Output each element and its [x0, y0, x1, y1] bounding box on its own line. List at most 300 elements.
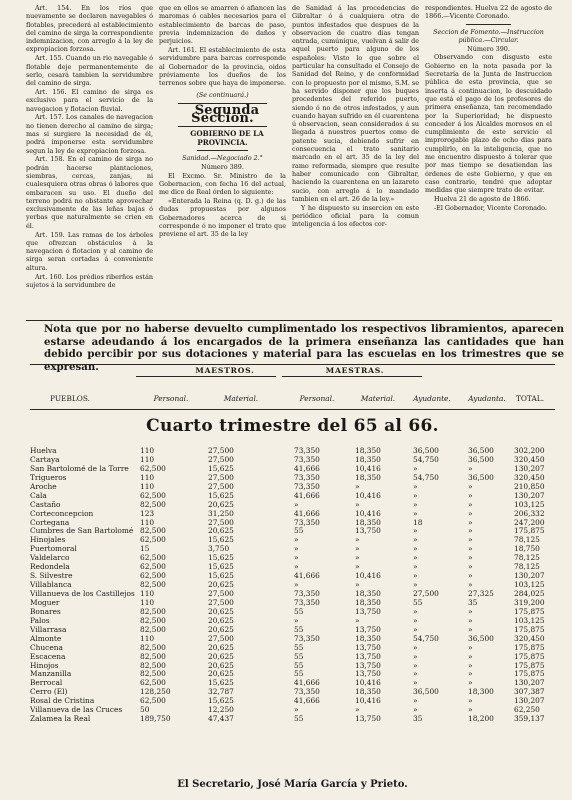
personal-maestras-cell: 73,350: [294, 481, 320, 491]
personal-maestras-cell: 73,350: [294, 687, 320, 697]
closing-line: respondientes. Huelva 22 de agosto de 1866.—Vicente Coronado.: [425, 4, 552, 21]
pueblo-cell: Manzanilla: [30, 669, 72, 679]
material-maestras-cell: 13,750: [355, 669, 381, 679]
total-cell: 175,875: [514, 624, 545, 634]
pueblo-cell: Aroche: [30, 481, 57, 491]
pueblo-cell: Cortegana: [30, 517, 70, 527]
total-cell: 210,850: [514, 481, 545, 491]
material-maestras-cell: »: [355, 615, 360, 625]
col-material-maestras: Material.: [360, 394, 396, 403]
table-row: [30, 589, 555, 598]
ayudanta-cell: »: [468, 651, 473, 661]
personal-maestros-cell: 82,500: [140, 651, 166, 661]
ayudanta-cell: »: [468, 526, 473, 536]
material-maestras-cell: »: [355, 553, 360, 563]
material-maestros-cell: 27,500: [208, 517, 234, 527]
article-158: Art. 158. En el camino de sirga no podrán hacerse plantaciones, siembras, cercas, zanjas, ni cualesquiera otras obras ó labores que embaracen su uso. El dueño del terreno podrá no obstante aprovechar exclusivamente de las leñas bajas ó yerbas que naturalmente se crien en él.: [26, 155, 153, 230]
total-cell: 359,137: [514, 714, 545, 724]
personal-maestros-cell: 62,500: [140, 678, 166, 688]
ayudanta-cell: »: [468, 580, 473, 590]
total-cell: 78,125: [514, 535, 540, 545]
material-maestras-cell: »: [355, 705, 360, 715]
personal-maestros-cell: 50: [140, 705, 150, 715]
ayudante-cell: »: [413, 562, 418, 572]
material-maestras-cell: »: [355, 481, 360, 491]
total-cell: 175,875: [514, 651, 545, 661]
ayudanta-cell: »: [468, 660, 473, 670]
ayudanta-cell: »: [468, 463, 473, 473]
pueblo-cell: Chucena: [30, 642, 63, 652]
material-maestras-cell: 18,350: [355, 633, 381, 643]
pueblo-cell: Castaño: [30, 499, 61, 509]
personal-maestros-cell: 15: [140, 544, 150, 554]
pueblo-cell: Cala: [30, 490, 47, 500]
material-maestros-cell: 31,250: [208, 508, 234, 518]
personal-maestras-cell: »: [294, 705, 299, 715]
ayudante-cell: 36,500: [413, 446, 439, 455]
table-row: [30, 446, 555, 455]
personal-maestros-cell: 82,500: [140, 526, 166, 536]
col-pueblos: PUEBLOS.: [49, 394, 90, 403]
table-row: [30, 598, 555, 607]
table-row: [30, 482, 555, 491]
ministry-paragraph: El Excmo. Sr. Ministro de la Gobernacion, con fecha 16 del actual, me dice de Real órden lo siguiente:: [159, 171, 286, 197]
ayudanta-cell: »: [468, 571, 473, 581]
ayudanta-cell: »: [468, 499, 473, 509]
table-row: [30, 705, 555, 714]
section-rule: [178, 126, 267, 127]
ayudanta-cell: »: [468, 508, 473, 518]
material-maestras-cell: 10,416: [355, 571, 381, 581]
material-maestros-cell: 20,625: [208, 669, 234, 679]
ayudanta-cell: 18,200: [468, 714, 494, 724]
personal-maestras-cell: 55: [294, 642, 304, 652]
personal-maestras-cell: 41,666: [294, 463, 320, 473]
material-maestros-cell: 15,625: [208, 490, 234, 500]
material-maestros-cell: 20,625: [208, 526, 234, 536]
total-cell: 247,200: [514, 517, 545, 527]
pueblo-cell: Escacena: [30, 651, 66, 661]
personal-maestras-cell: 41,666: [294, 696, 320, 706]
total-cell: 320,450: [514, 454, 545, 464]
material-maestros-cell: 20,625: [208, 624, 234, 634]
pueblo-cell: Huelva: [30, 446, 57, 455]
personal-maestros-cell: 110: [140, 597, 155, 607]
personal-maestras-cell: 73,350: [294, 589, 320, 598]
header-rule-bottom: [30, 409, 555, 410]
ayudanta-cell: 36,500: [468, 454, 494, 464]
circular-paragraph: Observando con disgusto este Gobierno en la nota pasada por la Secretaría de la Junta de Instruccion pública de esta provincia, que se inserta á continuacion, lo descuidado que está el pago de los profesores de primera enseñanza, tan recomendado por la Superioridad; he dispuesto conceder á los Alcaldes morosos en el cumplimiento de este servicio el improrogable plazo de ocho dias para cumplirlo, en la inteligencia, que no me encuentro dispuesto á tolerar que por mas tiempo se desatiendan las órdenes de este Gobierno, y que en caso contrario, tendré que adoptar medidas que siempre trato de evitar.: [425, 53, 552, 195]
col-material-maestros: Material.: [223, 394, 259, 403]
total-cell: 175,875: [514, 669, 545, 679]
table-row: [30, 661, 555, 670]
total-cell: 103,125: [514, 580, 545, 590]
table-row: [30, 687, 555, 696]
personal-maestros-cell: 110: [140, 472, 155, 482]
personal-maestras-cell: »: [294, 499, 299, 509]
ayudanta-cell: »: [468, 490, 473, 500]
group-maestros: MAESTROS.: [195, 366, 255, 375]
material-maestras-cell: 10,416: [355, 490, 381, 500]
material-maestros-cell: 20,625: [208, 615, 234, 625]
table-row: [30, 571, 555, 580]
total-cell: 78,125: [514, 562, 540, 572]
ayudante-cell: »: [413, 553, 418, 563]
personal-maestras-cell: 41,666: [294, 678, 320, 688]
personal-maestras-cell: 55: [294, 669, 304, 679]
personal-maestros-cell: 62,500: [140, 553, 166, 563]
total-cell: 206,332: [514, 508, 545, 518]
ayudante-cell: 18: [413, 517, 423, 527]
personal-maestras-cell: 41,666: [294, 490, 320, 500]
personal-maestros-cell: 82,500: [140, 615, 166, 625]
article-154: Art. 154. En los ríos que nuevamente se declaren navegables ó flotables, precederá al establecimiento del camino de sirga la correspondiente indemnizacion, con arreglo á la ley de expropiacion forzosa.: [26, 4, 153, 54]
material-maestros-cell: 3,750: [208, 544, 230, 554]
personal-maestras-cell: 73,350: [294, 633, 320, 643]
pueblo-cell: Hinojales: [30, 535, 66, 545]
material-maestros-cell: 47,437: [208, 714, 234, 724]
personal-maestros-cell: 82,500: [140, 624, 166, 634]
personal-maestros-cell: 110: [140, 517, 155, 527]
material-maestras-cell: 13,750: [355, 642, 381, 652]
ayudanta-cell: 27,325: [468, 589, 494, 598]
column-2: [159, 4, 286, 318]
personal-maestras-cell: »: [294, 544, 299, 554]
table-body: [30, 446, 555, 723]
total-cell: 130,207: [514, 571, 545, 581]
total-cell: 62,250: [514, 705, 540, 715]
personal-maestros-cell: 62,500: [140, 696, 166, 706]
material-maestras-cell: 18,350: [355, 517, 381, 527]
material-maestros-cell: 20,625: [208, 660, 234, 670]
personal-maestras-cell: 73,350: [294, 597, 320, 607]
ayudanta-cell: 35: [468, 597, 478, 607]
material-maestros-cell: 15,625: [208, 562, 234, 572]
header-rule-top: [30, 364, 555, 365]
personal-maestras-cell: »: [294, 553, 299, 563]
personal-maestras-cell: 55: [294, 660, 304, 670]
table-row: [30, 616, 555, 625]
ayudante-cell: »: [413, 660, 418, 670]
pueblo-cell: Zalamea la Real: [30, 714, 91, 724]
personal-maestros-cell: 110: [140, 454, 155, 464]
pueblo-cell: Almonte: [30, 633, 62, 643]
pueblo-cell: Hinojos: [30, 660, 59, 670]
table-row: [30, 669, 555, 678]
fomento-heading: Seccion de Fomento.—Instruccion pública.—Circular.: [433, 27, 544, 44]
ayudante-cell: »: [413, 490, 418, 500]
pueblo-cell: Villanueva de las Cruces: [30, 705, 123, 715]
personal-maestras-cell: »: [294, 535, 299, 545]
section-title: Segunda Seccion.: [191, 102, 260, 127]
table-row: [30, 455, 555, 464]
personal-maestros-cell: 82,500: [140, 580, 166, 590]
governor-signature: -El Gobernador, Vicente Coronado.: [434, 203, 547, 212]
personal-maestros-cell: 82,500: [140, 669, 166, 679]
material-maestros-cell: 27,500: [208, 481, 234, 491]
material-maestras-cell: 10,416: [355, 508, 381, 518]
personal-maestras-cell: 73,350: [294, 517, 320, 527]
pueblo-cell: Redondela: [30, 562, 70, 572]
personal-maestros-cell: 110: [140, 633, 155, 643]
material-maestros-cell: 20,625: [208, 651, 234, 661]
table-row: [30, 491, 555, 500]
table-header: [30, 363, 555, 411]
material-maestras-cell: 10,416: [355, 678, 381, 688]
personal-maestros-cell: 82,500: [140, 642, 166, 652]
ayudante-cell: »: [413, 499, 418, 509]
ayudanta-cell: »: [468, 678, 473, 688]
ayudanta-cell: »: [468, 642, 473, 652]
material-maestros-cell: 15,625: [208, 571, 234, 581]
ayudanta-cell: 36,500: [468, 446, 494, 455]
ayudante-cell: »: [413, 705, 418, 715]
ayudante-cell: »: [413, 696, 418, 706]
ayudante-cell: »: [413, 463, 418, 473]
material-maestras-cell: 13,750: [355, 714, 381, 724]
total-cell: 18,750: [514, 544, 540, 554]
ayudante-cell: »: [413, 642, 418, 652]
material-maestras-cell: »: [355, 562, 360, 572]
article-156: Art. 156. El camino de sirga es exclusivo para el servicio de la navegacion y flotacion fluvial.: [26, 87, 153, 113]
continuara-note: (Se continuará.): [196, 91, 249, 100]
personal-maestras-cell: 55: [294, 624, 304, 634]
material-maestros-cell: 27,500: [208, 454, 234, 464]
ayudante-cell: »: [413, 535, 418, 545]
material-maestras-cell: 10,416: [355, 463, 381, 473]
material-maestros-cell: 20,625: [208, 606, 234, 616]
pueblo-cell: Corteconcepcion: [30, 508, 94, 518]
pueblo-cell: Moguer: [30, 597, 60, 607]
circular-date: Huelva 21 de agosto de 1866.: [434, 195, 531, 204]
total-cell: 130,207: [514, 696, 545, 706]
ayudante-cell: »: [413, 669, 418, 679]
article-157: Art. 157. Los canales de navegacion no tienen derecho al camino de sirga; mas si surgiere la necesidad de él, podrá imponerse esta servidumbre segun la ley de expropiacion forzosa.: [26, 113, 153, 155]
article-155: Art. 155. Cuando un rio navegable ó flotable deje permanentemente de serlo, cesará tambien la servidumbre del camino de sirga.: [26, 54, 153, 88]
material-maestros-cell: 15,625: [208, 678, 234, 688]
material-maestras-cell: 13,750: [355, 606, 381, 616]
material-maestras-cell: 13,750: [355, 660, 381, 670]
section-rule: [466, 24, 510, 25]
table-row: [30, 526, 555, 535]
total-cell: 175,875: [514, 606, 545, 616]
pueblo-cell: Puertomoral: [30, 544, 77, 554]
personal-maestras-cell: 55: [294, 714, 304, 724]
table-row: [30, 500, 555, 509]
pueblo-cell: Trigueros: [30, 472, 67, 482]
col-personal-maestros: Personal.: [153, 394, 189, 403]
barcas-paragraph: que en ellos se amarren ó afiancen las maromas ó cables necesarios para el establecimiento de barcas de paso, previa indemnizacion de daños y perjuicios.: [159, 4, 286, 46]
material-maestras-cell: 18,350: [355, 687, 381, 697]
table-row: [30, 678, 555, 687]
total-cell: 307,387: [514, 687, 545, 697]
group-maestras: MAESTRAS.: [325, 366, 385, 375]
maestros-underline: [136, 376, 276, 377]
material-maestros-cell: 27,500: [208, 597, 234, 607]
ayudante-cell: »: [413, 544, 418, 554]
table-row: [30, 643, 555, 652]
total-cell: 319,200: [514, 597, 545, 607]
col-ayudante: Ayudante.: [413, 394, 451, 403]
dateline: Sanidad.—Negociado 2.°: [182, 153, 263, 162]
ayudante-cell: »: [413, 508, 418, 518]
ayudanta-cell: »: [468, 544, 473, 554]
personal-maestros-cell: 110: [140, 446, 155, 455]
material-maestros-cell: 15,625: [208, 463, 234, 473]
quarter-title: Cuarto trimestre del 65 al 66.: [146, 416, 439, 436]
personal-maestras-cell: 73,350: [294, 454, 320, 464]
pueblo-cell: Cumbres de San Bartolomé: [30, 526, 134, 536]
total-cell: 320,450: [514, 472, 545, 482]
pueblo-cell: Cartaya: [30, 454, 60, 464]
personal-maestras-cell: 55: [294, 606, 304, 616]
ayudante-cell: 54,750: [413, 454, 439, 464]
personal-maestras-cell: »: [294, 615, 299, 625]
table-row: [30, 696, 555, 705]
material-maestras-cell: 18,350: [355, 446, 381, 455]
material-maestras-cell: 18,350: [355, 472, 381, 482]
ayudanta-cell: 36,500: [468, 633, 494, 643]
ayudanta-cell: »: [468, 705, 473, 715]
ayudanta-cell: »: [468, 615, 473, 625]
horizontal-divider: [26, 320, 552, 321]
ayudanta-cell: »: [468, 562, 473, 572]
article-160: Art. 160. Los prédios riberños están sujetos á la servidumbre de: [26, 272, 153, 289]
table-row: [30, 625, 555, 634]
table-row: [30, 535, 555, 544]
table-row: [30, 509, 555, 518]
pueblo-cell: Villanueva de los Castillejos: [30, 589, 135, 598]
col-personal-maestras: Personal.: [299, 394, 335, 403]
material-maestros-cell: 27,500: [208, 633, 234, 643]
article-161: Art. 161. El establecimiento de esta servidumbre para barcas corresponde al Gobernador de la provincia, oidos préviamente los dueños de los terrenos sobre que haya de imponerse.: [159, 45, 286, 88]
ayudante-cell: 35: [413, 714, 423, 724]
material-maestros-cell: 15,625: [208, 696, 234, 706]
material-maestros-cell: 20,625: [208, 580, 234, 590]
total-cell: 175,875: [514, 526, 545, 536]
table-row: [30, 464, 555, 473]
pueblo-cell: S. Silvestre: [30, 571, 73, 581]
personal-maestros-cell: 123: [140, 508, 155, 518]
table-row: [30, 634, 555, 643]
ayudanta-cell: »: [468, 535, 473, 545]
pueblo-cell: Rosal de Cristina: [30, 696, 95, 706]
material-maestras-cell: 18,350: [355, 597, 381, 607]
personal-maestras-cell: 55: [294, 651, 304, 661]
col-ayudanta: Ayudanta.: [468, 394, 506, 403]
ayudanta-cell: 36,500: [468, 472, 494, 482]
pueblo-cell: Palos: [30, 615, 50, 625]
ayudante-cell: 54,750: [413, 633, 439, 643]
total-cell: 103,125: [514, 499, 545, 509]
personal-maestros-cell: 189,750: [140, 714, 171, 724]
table-row: [30, 518, 555, 527]
insercion-paragraph: Y he dispuesto su insercion en este periódico oficial para la comun inteligencia á los efectos cor-: [292, 203, 419, 229]
ayudante-cell: 36,500: [413, 687, 439, 697]
total-cell: 130,207: [514, 678, 545, 688]
ayudanta-cell: 18,300: [468, 687, 494, 697]
total-cell: 130,207: [514, 490, 545, 500]
column-3: [292, 4, 419, 318]
text-columns: [26, 4, 552, 318]
material-maestras-cell: 10,416: [355, 696, 381, 706]
material-maestros-cell: 27,500: [208, 589, 234, 598]
table-row: [30, 562, 555, 571]
ayudanta-cell: »: [468, 517, 473, 527]
order-number: Número 390.: [467, 44, 510, 53]
material-maestras-cell: 18,350: [355, 454, 381, 464]
ayudanta-cell: »: [468, 696, 473, 706]
ayudanta-cell: »: [468, 606, 473, 616]
pueblo-cell: Villarrasa: [30, 624, 67, 634]
material-maestros-cell: 27,500: [208, 446, 234, 455]
personal-maestros-cell: 62,500: [140, 562, 166, 572]
ayudante-cell: »: [413, 624, 418, 634]
col-total: TOTAL.: [515, 394, 545, 403]
section-rule: [197, 150, 248, 151]
personal-maestras-cell: »: [294, 580, 299, 590]
material-maestros-cell: 15,625: [208, 553, 234, 563]
personal-maestros-cell: 62,500: [140, 571, 166, 581]
material-maestras-cell: 13,750: [355, 624, 381, 634]
total-cell: 284,025: [514, 589, 545, 598]
ayudante-cell: »: [413, 481, 418, 491]
pueblo-cell: Cerro (El): [30, 687, 68, 697]
personal-maestras-cell: 41,666: [294, 571, 320, 581]
personal-maestros-cell: 82,500: [140, 499, 166, 509]
table-row: [30, 544, 555, 553]
total-cell: 175,875: [514, 642, 545, 652]
ayudanta-cell: »: [468, 553, 473, 563]
total-cell: 175,875: [514, 660, 545, 670]
personal-maestros-cell: 110: [140, 589, 155, 598]
personal-maestros-cell: 62,500: [140, 490, 166, 500]
material-maestros-cell: 20,625: [208, 642, 234, 652]
government-heading: GOBIERNO DE LA PROVINCIA.: [190, 129, 264, 147]
article-159: Art. 159. Las ramas de los árboles que ofrezcan obstáculos á la navegacion ó flotacion y al camino de sirga seran cortadas á conveniente altura.: [26, 230, 153, 272]
ayudante-cell: »: [413, 678, 418, 688]
pueblo-cell: Villablanca: [30, 580, 72, 590]
royal-order-paragraph: «Enterada la Reina (q. D. g.) de las dudas propuestas por algunos Gobernadores acerca de si corresponde ó no imponer el trato que previene el art. 35 de la ley: [159, 196, 286, 239]
table-row: [30, 607, 555, 616]
material-maestras-cell: »: [355, 535, 360, 545]
pueblo-cell: Valdelarco: [30, 553, 70, 563]
ayudanta-cell: »: [468, 624, 473, 634]
secretary-signature: El Secretario, José María García y Prieto.: [177, 779, 408, 790]
material-maestras-cell: 13,750: [355, 651, 381, 661]
material-maestras-cell: »: [355, 499, 360, 509]
material-maestras-cell: »: [355, 580, 360, 590]
material-maestras-cell: 18,350: [355, 589, 381, 598]
total-cell: 78,125: [514, 553, 540, 563]
ayudanta-cell: »: [468, 669, 473, 679]
material-maestras-cell: 13,750: [355, 526, 381, 536]
pueblo-cell: Berrocal: [30, 678, 63, 688]
ayudante-cell: »: [413, 526, 418, 536]
ayudante-cell: »: [413, 571, 418, 581]
personal-maestros-cell: 62,500: [140, 463, 166, 473]
total-cell: 320,450: [514, 633, 545, 643]
personal-maestros-cell: 62,500: [140, 535, 166, 545]
material-maestras-cell: »: [355, 544, 360, 554]
table-row: [30, 580, 555, 589]
pueblo-cell: San Bartolomé de la Torre: [30, 463, 129, 473]
ayudante-cell: 27,500: [413, 589, 439, 598]
ayudante-cell: 54,750: [413, 472, 439, 482]
personal-maestros-cell: 110: [140, 481, 155, 491]
material-maestros-cell: 12,250: [208, 705, 234, 715]
material-maestros-cell: 20,625: [208, 499, 234, 509]
